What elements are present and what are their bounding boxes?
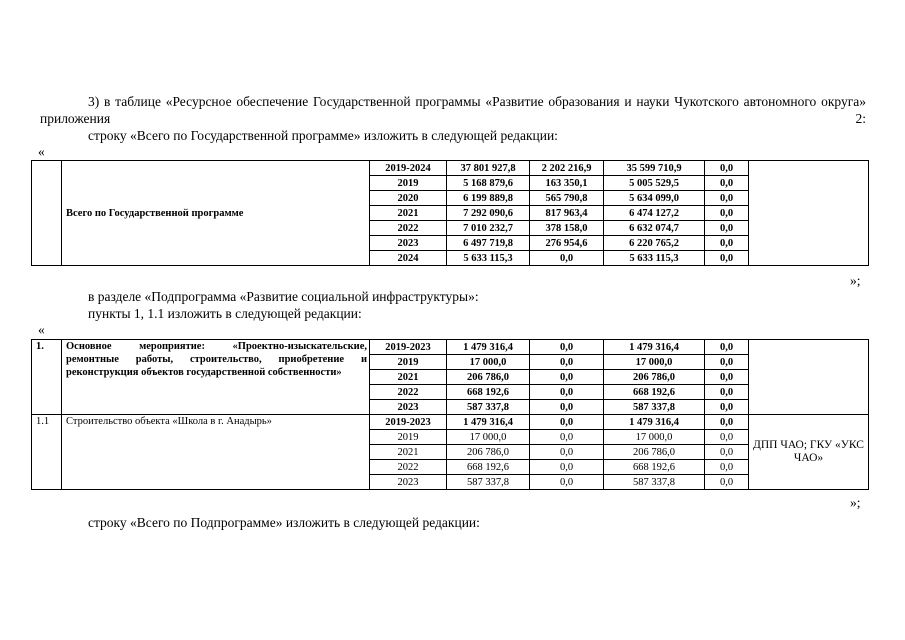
district-budget-cell: 163 350,1 [530,176,604,191]
regional-budget-cell: 35 599 710,9 [604,161,705,176]
footer-paragraph [88,514,868,531]
other-sources-cell: 0,0 [705,221,749,236]
other-sources-cell: 0,0 [705,176,749,191]
regional-budget-cell: 5 633 115,3 [604,251,705,266]
year-cell: 2022 [370,385,447,400]
regional-budget-cell: 587 337,8 [604,400,705,415]
main-activity-label: Основное мероприятие: «Проектно-изыскательские, ремонтные работы, строительство, приобретение и реконструкция объектов государственной собственности» [66,341,367,378]
district-budget-cell: 817 963,4 [530,206,604,221]
year-cell: 2019 [370,430,447,445]
total-cell: 1 479 316,4 [447,415,530,430]
district-budget-cell: 2 202 216,9 [530,161,604,176]
middle-paragraph [88,288,868,322]
other-sources-cell: 0,0 [705,370,749,385]
row-label-cell: Всего по Государственной программе [62,161,370,266]
district-budget-cell: 0,0 [530,415,604,430]
regional-budget-cell: 6 220 765,2 [604,236,705,251]
intro-paragraph-2 [88,127,868,144]
total-cell: 668 192,6 [447,385,530,400]
district-budget-cell: 0,0 [530,370,604,385]
total-cell: 37 801 927,8 [447,161,530,176]
total-cell: 668 192,6 [447,460,530,475]
responsible-cell [749,340,869,415]
other-sources-cell: 0,0 [705,430,749,445]
district-budget-cell: 0,0 [530,340,604,355]
row-number-cell: 1.1 [32,415,62,490]
intro-line-1: 3) в таблице «Ресурсное обеспечение Государственной программы «Развитие образования и науки Чукотского автономного округа» приложения 2: [40,94,866,126]
total-cell: 6 497 719,8 [447,236,530,251]
district-budget-cell: 0,0 [530,355,604,370]
total-cell: 587 337,8 [447,475,530,490]
year-cell: 2019 [370,355,447,370]
district-budget-cell: 0,0 [530,251,604,266]
row-number-cell: 1. [32,340,62,415]
responsible-cell [749,161,869,266]
table-row [32,340,869,355]
total-cell: 6 199 889,8 [447,191,530,206]
open-quote-2: « [38,322,45,337]
total-cell: 7 010 232,7 [447,221,530,236]
total-cell: 587 337,8 [447,400,530,415]
footer-line-1: строку «Всего по Подпрограмме» изложить в следующей редакции: [88,515,480,530]
total-cell: 206 786,0 [447,370,530,385]
year-cell: 2019-2023 [370,340,447,355]
regional-budget-cell: 1 479 316,4 [604,340,705,355]
regional-budget-cell: 17 000,0 [604,355,705,370]
regional-budget-cell: 668 192,6 [604,460,705,475]
year-cell: 2023 [370,236,447,251]
other-sources-cell: 0,0 [705,191,749,206]
year-cell: 2021 [370,445,447,460]
other-sources-cell: 0,0 [705,445,749,460]
district-budget-cell: 0,0 [530,430,604,445]
district-budget-cell: 0,0 [530,385,604,400]
other-sources-cell: 0,0 [705,385,749,400]
year-cell: 2024 [370,251,447,266]
total-cell: 17 000,0 [447,355,530,370]
year-cell: 2019-2023 [370,415,447,430]
regional-budget-cell: 5 634 099,0 [604,191,705,206]
other-sources-cell: 0,0 [705,161,749,176]
year-cell: 2022 [370,460,447,475]
year-cell: 2020 [370,191,447,206]
total-cell: 17 000,0 [447,430,530,445]
table-subprogram [31,339,869,490]
table-total-program [31,160,869,266]
year-cell: 2023 [370,400,447,415]
regional-budget-cell: 587 337,8 [604,475,705,490]
intro-paragraph [40,93,866,127]
intro-line-2: строку «Всего по Государственной программе» изложить в следующей редакции: [88,128,558,143]
middle-line-2: пункты 1, 1.1 изложить в следующей редакции: [88,306,362,321]
year-cell: 2022 [370,221,447,236]
regional-budget-cell: 206 786,0 [604,370,705,385]
total-cell: 5 633 115,3 [447,251,530,266]
regional-budget-cell: 1 479 316,4 [604,415,705,430]
table-row [32,161,869,176]
open-quote-1: « [38,144,45,159]
district-budget-cell: 0,0 [530,460,604,475]
other-sources-cell: 0,0 [705,460,749,475]
district-budget-cell: 0,0 [530,445,604,460]
district-budget-cell: 276 954,6 [530,236,604,251]
year-cell: 2023 [370,475,447,490]
other-sources-cell: 0,0 [705,340,749,355]
close-quote-1: »; [850,273,861,288]
table-row [32,415,869,430]
year-cell: 2021 [370,206,447,221]
year-cell: 2021 [370,370,447,385]
regional-budget-cell: 5 005 529,5 [604,176,705,191]
regional-budget-cell: 668 192,6 [604,385,705,400]
other-sources-cell: 0,0 [705,206,749,221]
regional-budget-cell: 6 474 127,2 [604,206,705,221]
regional-budget-cell: 206 786,0 [604,445,705,460]
year-cell: 2019 [370,176,447,191]
total-cell: 5 168 879,6 [447,176,530,191]
total-cell: 206 786,0 [447,445,530,460]
other-sources-cell: 0,0 [705,251,749,266]
district-budget-cell: 0,0 [530,475,604,490]
other-sources-cell: 0,0 [705,355,749,370]
row-label-cell: Строительство объекта «Школа в г. Анадырь» [62,415,370,490]
other-sources-cell: 0,0 [705,400,749,415]
regional-budget-cell: 17 000,0 [604,430,705,445]
total-cell: 1 479 316,4 [447,340,530,355]
responsible-cell: ДПП ЧАО; ГКУ «УКС ЧАО» [749,415,869,490]
district-budget-cell: 0,0 [530,400,604,415]
district-budget-cell: 378 158,0 [530,221,604,236]
total-cell: 7 292 090,6 [447,206,530,221]
row-number-cell [32,161,62,266]
close-quote-2: »; [850,495,861,510]
other-sources-cell: 0,0 [705,475,749,490]
other-sources-cell: 0,0 [705,415,749,430]
other-sources-cell: 0,0 [705,236,749,251]
regional-budget-cell: 6 632 074,7 [604,221,705,236]
year-cell: 2019-2024 [370,161,447,176]
middle-line-1: в разделе «Подпрограмма «Развитие социальной инфраструктуры»: [88,289,479,304]
district-budget-cell: 565 790,8 [530,191,604,206]
row-label-cell [62,340,370,415]
